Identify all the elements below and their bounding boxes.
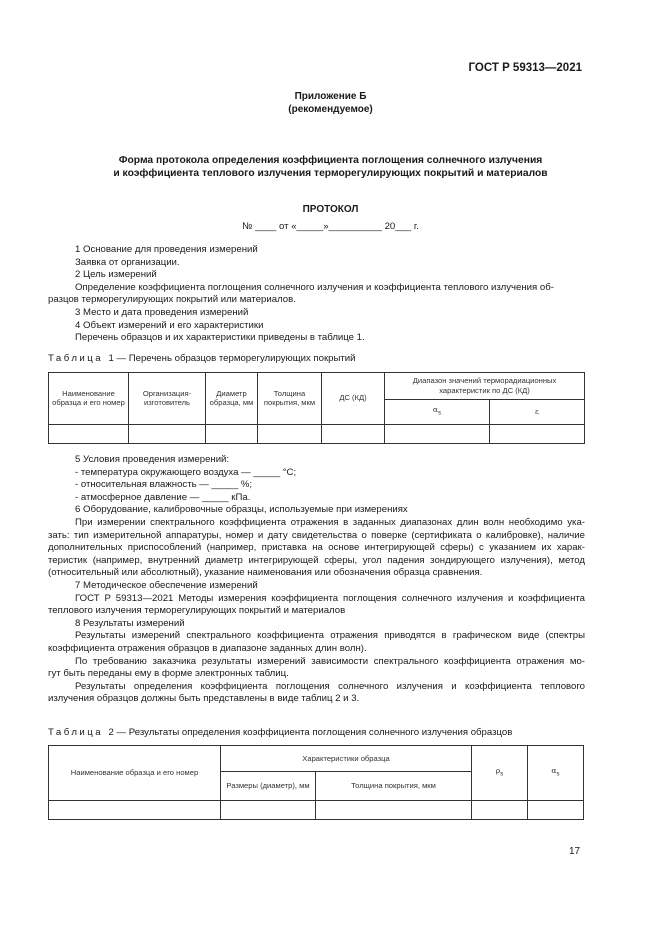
appendix-title: Приложение Б: [294, 91, 367, 102]
t1-cell: [49, 424, 129, 443]
condition-pressure: - атмосферное давление — _____ кПа.: [75, 491, 251, 503]
t1-header-epsilon: ε: [490, 400, 585, 424]
alpha-symbol: α: [432, 405, 439, 415]
form-title-line1: Форма протокола определения коэффициента поглощения солнечного излучения: [118, 155, 543, 166]
item-6-text-line2: зать: тип измерительной аппаратуры, номер и дату свидетельства о поверке (сертификата о калибровке), наличие: [48, 529, 585, 541]
t1-cell: [206, 424, 258, 443]
table1-label: Таблица: [48, 353, 104, 364]
table2: [48, 745, 584, 820]
t2-header-characteristics: Характеристики образца: [221, 746, 472, 772]
t2-cell: [528, 801, 584, 820]
alpha-symbol: α: [551, 766, 557, 776]
t2-header-rho: [472, 746, 528, 801]
item-8-text-line4: гут быть переданы ему в форме электронных таблиц.: [48, 668, 289, 680]
item-4: 4 Объект измерений и его характеристики: [75, 319, 264, 331]
item-1: 1 Основание для проведения измерений: [75, 244, 258, 255]
rho-subscript: s: [500, 770, 504, 778]
section-1-4: [48, 244, 585, 345]
protocol-title: ПРОТОКОЛ: [302, 204, 359, 215]
item-2-text-line2: разцов терморегулирующих покрытий или материалов.: [48, 294, 296, 306]
form-title-line2: и коэффициента теплового излучения терморегулирующих покрытий и материалов: [113, 168, 548, 179]
alpha-subscript: s: [438, 409, 442, 417]
item-3: 3 Место и дата проведения измерений: [75, 306, 249, 318]
rho-symbol: ρ: [495, 766, 501, 776]
t1-cell: [322, 424, 385, 443]
t1-header-ds: ДС (КД): [322, 373, 385, 425]
standard-code: ГОСТ Р 59313—2021: [468, 62, 582, 74]
table1-caption-text: 1 — Перечень образцов терморегулирующих покрытий: [108, 353, 356, 364]
item-6-text-line1: При измерении спектрального коэффициента отражения в заданных диапазонах длин волн необходимо ука-: [75, 516, 585, 528]
item-4-text: Перечень образцов и их характеристики приведены в таблице 1.: [75, 332, 365, 344]
t1-header-range: Диапазон значений терморадиационных характеристик по ДС (КД): [385, 373, 585, 400]
t2-cell: [472, 801, 528, 820]
t2-cell: [221, 801, 316, 820]
appendix-subtitle: (рекомендуемое): [288, 104, 373, 115]
t2-header-alpha: [528, 746, 584, 801]
t1-header-org: Организация-изготовитель: [129, 373, 206, 425]
item-7-text-line2: теплового излучения терморегулирующих покрытий и материалов: [48, 605, 346, 617]
section-5-8: [48, 454, 585, 706]
t1-cell: [385, 424, 490, 443]
item-5: 5 Условия проведения измерений:: [75, 454, 230, 465]
t1-header-alpha: [385, 400, 490, 424]
t2-cell: [316, 801, 472, 820]
t1-header-thickness: Толщина покрытия, мкм: [258, 373, 322, 425]
protocol-number-line: № ____ от «_____»__________ 20___ г.: [242, 221, 419, 232]
item-2: 2 Цель измерений: [75, 269, 157, 281]
item-6-text-line5: (относительный или абсолютный), указание наименования или обозначения образца сравнения.: [48, 567, 483, 579]
item-7-text-line1: ГОСТ Р 59313—2021 Методы измерения коэффициента поглощения солнечного излучения и коэффициента: [75, 592, 585, 604]
t1-cell: [258, 424, 322, 443]
table2-caption-text: 2 — Результаты определения коэффициента поглощения солнечного излучения образцов: [108, 727, 513, 738]
t1-cell: [129, 424, 206, 443]
t1-header-name: Наименование образца и его номер: [49, 373, 129, 425]
item-7: 7 Методическое обеспечение измерений: [75, 579, 258, 591]
item-8: 8 Результаты измерений: [75, 617, 185, 629]
item-1-text: Заявка от организации.: [75, 256, 180, 268]
item-8-text-line6: излучения образцов должны быть представлены в виде таблиц 2 и 3.: [48, 693, 360, 705]
table1: [48, 372, 585, 444]
t1-cell: [490, 424, 585, 443]
item-8-text-line2: коэффициента отражения образцов в диапазоне заданных длин волн).: [48, 642, 367, 654]
t1-header-diameter: Диаметр образца, мм: [206, 373, 258, 425]
alpha-subscript: s: [556, 770, 560, 778]
t2-header-name: Наименование образца и его номер: [49, 746, 221, 801]
item-8-text-line5: Результаты определения коэффициента поглощения солнечного излучения и коэффициента теплового: [75, 680, 585, 692]
t2-header-thickness: Толщина покрытия, мкм: [316, 772, 472, 801]
table2-caption: [48, 727, 512, 740]
item-6-text-line4: теристик (например, внутренний диаметр интегрирующей сферы, угол падения зондирующего излучения), метод: [48, 554, 585, 566]
table1-caption: [48, 353, 356, 366]
condition-humidity: - относительная влажность — _____ %;: [75, 479, 253, 491]
t2-cell: [49, 801, 221, 820]
item-8-text-line1: Результаты измерений спектрального коэффициента отражения приводятся в графическом виде (спектры: [75, 630, 585, 642]
t2-header-size: Размеры (диаметр), мм: [221, 772, 316, 801]
condition-temperature: - температура окружающего воздуха — _____ °С;: [75, 466, 297, 478]
item-6-text-line3: дополнительных приспособлений (например, приставка на основе интегрирующей сферы) с указанием их харак-: [48, 542, 585, 554]
item-2-text-line1: Определение коэффициента поглощения солнечного излучения и коэффициента теплового излучения об-: [75, 281, 554, 293]
page-number: 17: [569, 846, 581, 857]
item-8-text-line3: По требованию заказчика результаты измерений зависимости спектрального коэффициента отражения мо-: [75, 655, 585, 667]
item-6: 6 Оборудование, калибровочные образцы, используемые при измерениях: [75, 504, 408, 516]
table2-label: Таблица: [48, 727, 104, 738]
